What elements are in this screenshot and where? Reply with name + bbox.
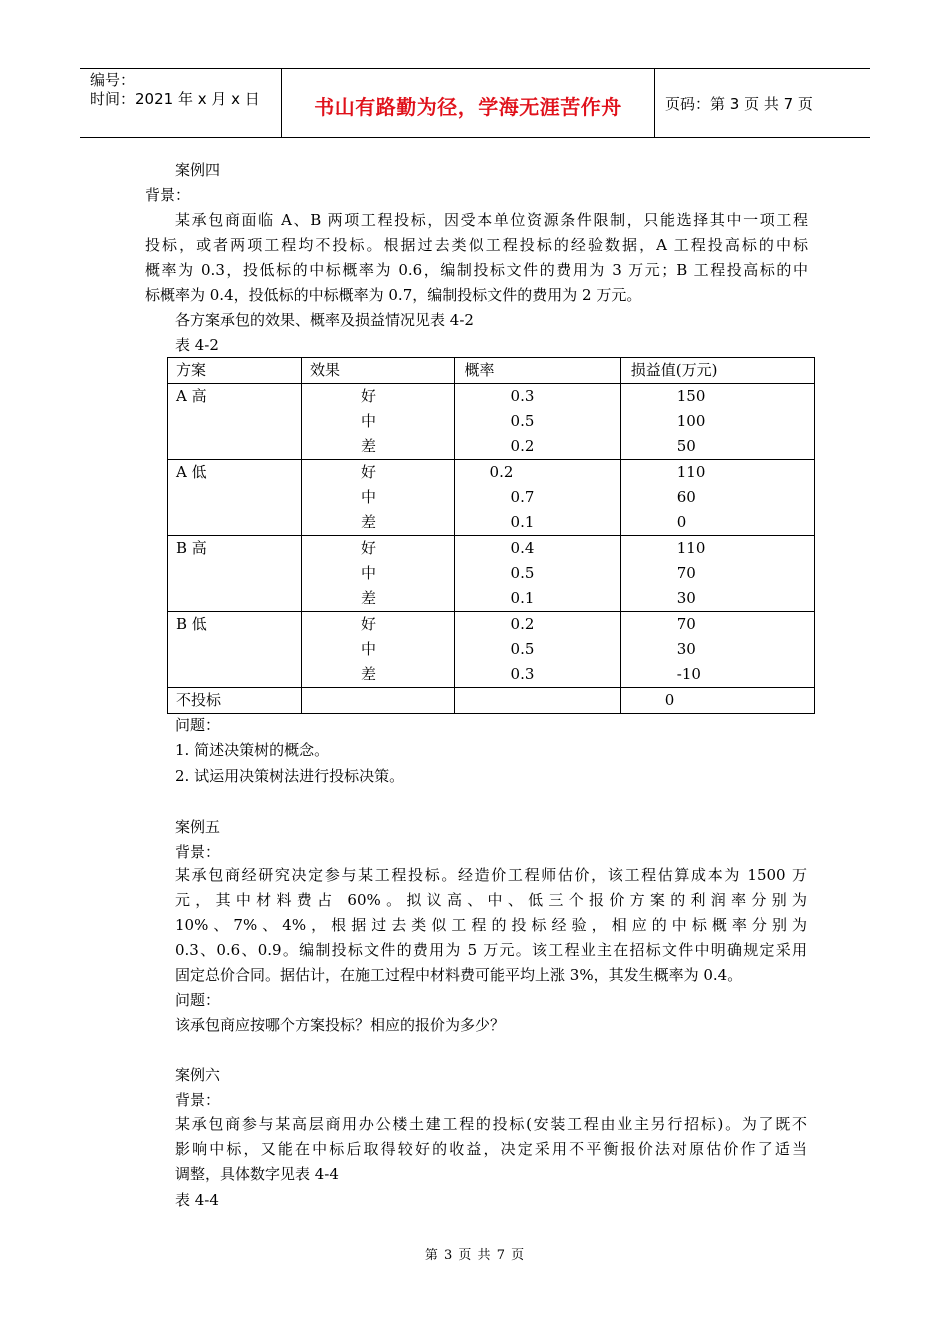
- text-line: 0.3、0.6、0.9。编制投标文件的费用为 5 万元。该工程业主在招标文件中明确规定采用: [175, 941, 807, 959]
- effect-value: 差: [360, 665, 376, 683]
- table-row: [168, 536, 815, 612]
- gain-value: -10: [676, 665, 701, 683]
- plan-cell: A 高: [168, 384, 302, 460]
- effect-value: 好: [360, 539, 376, 557]
- header-meta: [90, 71, 260, 109]
- effect-value: 中: [360, 564, 376, 582]
- effect-value: 差: [360, 589, 376, 607]
- prob-value: 0.5: [510, 564, 535, 582]
- text-line: 某承包商参与某高层商用办公楼土建工程的投标(安装工程由业主另行招标)。为了既不: [175, 1115, 807, 1133]
- case4-question-2: 2. 试运用决策树法进行投标决策。: [175, 767, 405, 785]
- prob-cell: [454, 688, 620, 714]
- prob-value: 0.7: [510, 488, 535, 506]
- case5-background-text: [175, 863, 807, 988]
- text-line: 影响中标，又能在中标后取得较好的收益，决定采用不平衡报价法对原估价作了适当: [175, 1140, 807, 1158]
- effect-value: 中: [360, 412, 376, 430]
- gain-value: 110: [676, 463, 706, 481]
- table-4-2-label: 表 4-2: [175, 336, 219, 354]
- effect-value: 好: [360, 463, 376, 481]
- doc-time-label: 时间：2021 年 x 月 x 日: [90, 90, 260, 108]
- gain-cell: [620, 460, 814, 536]
- plan-cell: B 高: [168, 536, 302, 612]
- gain-cell: [620, 384, 814, 460]
- table-4-2-intro: 各方案承包的效果、概率及损益情况见表 4-2: [175, 311, 474, 329]
- case4-question-1: 1. 简述决策树的概念。: [175, 741, 330, 759]
- text-line: 10%、7%、4%，根据过去类似工程的投标经验，相应的中标概率分别为: [175, 916, 807, 934]
- text-line: 概率为 0.3，投低标的中标概率为 0.6，编制投标文件的费用为 3 万元；B 工程投高标的中: [145, 261, 808, 279]
- gain-value: 60: [676, 488, 696, 506]
- text-line: 调整，具体数字见表 4-4: [175, 1165, 339, 1183]
- header-cell-effect: 效果: [301, 358, 454, 384]
- effect-cell: [301, 460, 454, 536]
- header-motto: 书山有路勤为径，学海无涯苦作舟: [314, 95, 622, 119]
- table-4-2: [167, 357, 815, 714]
- prob-cell: [454, 536, 620, 612]
- gain-value: 70: [676, 615, 696, 633]
- prob-value: 0.2: [510, 437, 535, 455]
- text-line: 某承包商面临 A、B 两项工程投标，因受本单位资源条件限制，只能选择其中一项工程: [175, 211, 808, 229]
- case5-question: 该承包商应按哪个方案投标？相应的报价为多少？: [175, 1016, 506, 1034]
- prob-value: 0.1: [510, 589, 535, 607]
- gain-value: 50: [676, 437, 696, 455]
- plan-cell: B 低: [168, 612, 302, 688]
- effect-value: 好: [360, 615, 376, 633]
- gain-value: 0: [676, 513, 687, 531]
- header-cell-prob: 概率: [454, 358, 620, 384]
- plan-cell: A 低: [168, 460, 302, 536]
- effect-value: 好: [360, 387, 376, 405]
- case5-title: 案例五: [175, 818, 221, 836]
- table-header-row: [168, 358, 815, 384]
- prob-value: 0.1: [510, 513, 535, 531]
- prob-value: 0.2: [489, 463, 514, 481]
- text-line: 某承包商经研究决定参与某工程投标。经造价工程师估价，该工程估算成本为 1500 万: [175, 866, 807, 884]
- case4-background-label: 背景：: [145, 186, 191, 204]
- case4-background-text: [145, 208, 808, 308]
- effect-cell: [301, 688, 454, 714]
- table-row: [168, 688, 815, 714]
- gain-cell: [620, 536, 814, 612]
- case5-question-label: 问题：: [175, 991, 221, 1009]
- case4-question-label: 问题：: [175, 716, 221, 734]
- effect-value: 中: [360, 488, 376, 506]
- prob-value: 0.2: [510, 615, 535, 633]
- text-line: 元，其中材料费占 60%。拟议高、中、低三个报价方案的利润率分别为: [175, 891, 807, 909]
- prob-cell: [454, 384, 620, 460]
- effect-cell: [301, 384, 454, 460]
- prob-value: 0.5: [510, 412, 535, 430]
- text-line: 投标，或者两项工程均不投标。根据过去类似工程投标的经验数据，A 工程投高标的中标: [145, 236, 808, 254]
- effect-value: 中: [360, 640, 376, 658]
- case6-title: 案例六: [175, 1066, 221, 1084]
- gain-value: 110: [676, 539, 706, 557]
- effect-value: 差: [360, 513, 376, 531]
- case6-background-label: 背景：: [175, 1091, 221, 1109]
- gain-value: 30: [676, 589, 696, 607]
- gain-value: 150: [676, 387, 706, 405]
- prob-cell: [454, 460, 620, 536]
- page-header: [80, 68, 870, 138]
- prob-value: 0.3: [510, 387, 535, 405]
- table-row: [168, 460, 815, 536]
- effect-cell: [301, 536, 454, 612]
- prob-value: 0.3: [510, 665, 535, 683]
- prob-cell: [454, 612, 620, 688]
- table-4-4-label: 表 4-4: [175, 1191, 219, 1209]
- page-footer: 第 3 页 共 7 页: [424, 1248, 526, 1263]
- prob-value: 0.4: [510, 539, 535, 557]
- table-row: [168, 612, 815, 688]
- text-line: 标概率为 0.4，投低标的中标概率为 0.7，编制投标文件的费用为 2 万元。: [145, 286, 642, 304]
- doc-id-label: 编号：: [90, 71, 136, 89]
- header-page-number: 页码：第 3 页 共 7 页: [665, 95, 813, 113]
- case5-background-label: 背景：: [175, 843, 221, 861]
- gain-cell: [620, 612, 814, 688]
- text-line: 固定总价合同。据估计，在施工过程中材料费可能平均上涨 3%，其发生概率为 0.4。: [175, 966, 743, 984]
- header-cell-plan: 方案: [168, 358, 302, 384]
- gain-value: 70: [676, 564, 696, 582]
- header-divider: [654, 69, 655, 137]
- plan-cell: 不投标: [168, 688, 302, 714]
- table-row: [168, 384, 815, 460]
- gain-value: 100: [676, 412, 706, 430]
- header-cell-gain: 损益值(万元): [620, 358, 814, 384]
- case4-title: 案例四: [175, 161, 221, 179]
- prob-value: 0.5: [510, 640, 535, 658]
- effect-cell: [301, 612, 454, 688]
- effect-value: 差: [360, 437, 376, 455]
- case6-background-text: [175, 1112, 807, 1187]
- gain-value: 30: [676, 640, 696, 658]
- gain-cell: 0: [620, 688, 814, 714]
